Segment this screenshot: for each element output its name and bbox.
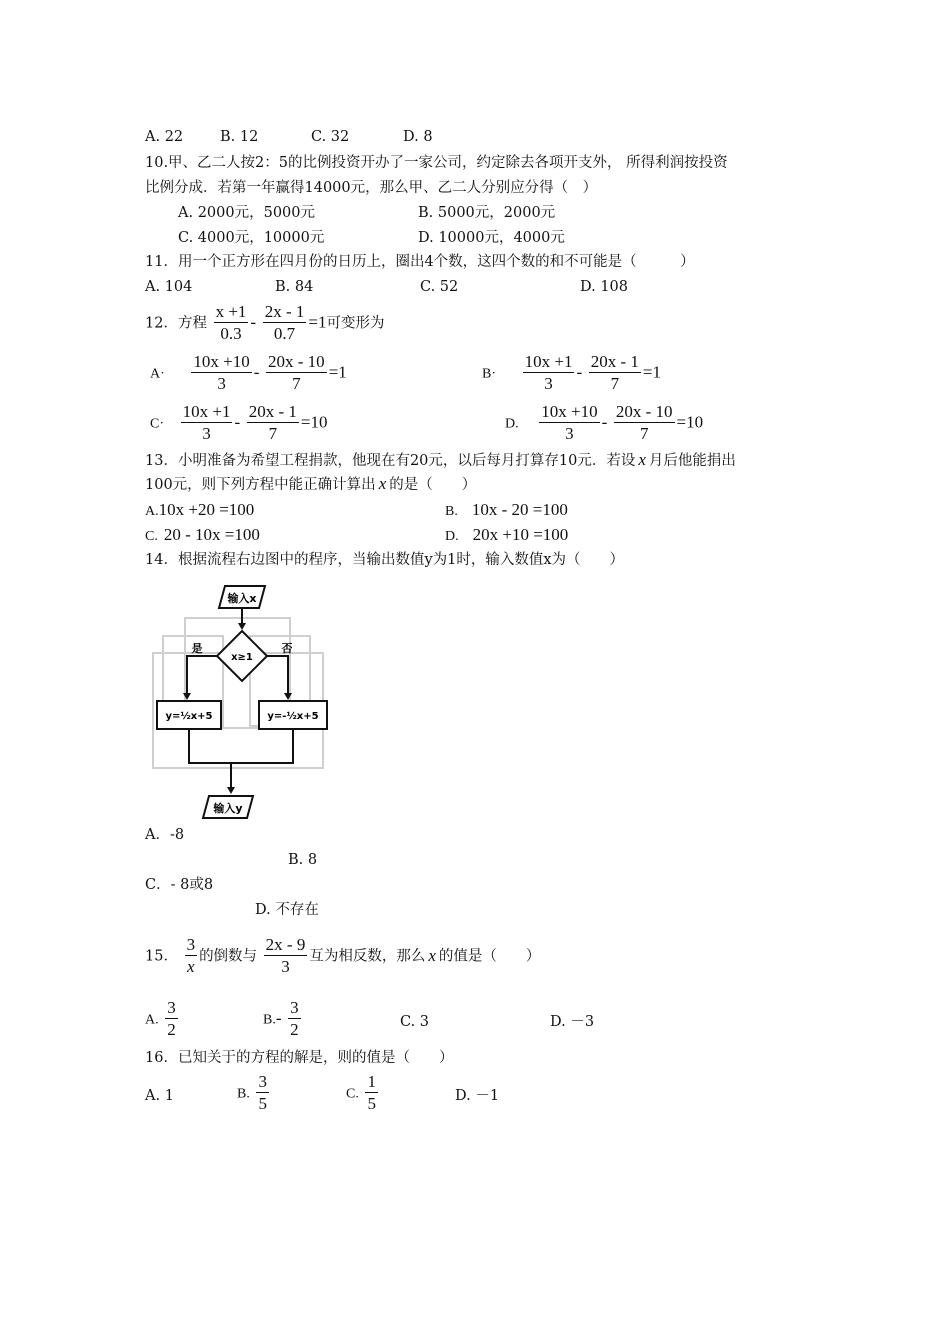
q13-option-b: B. 10x - 20 =100 — [445, 500, 568, 519]
q14-option-c: C．- 8或8 — [145, 877, 214, 893]
q11-text: 11．用一个正方形在四月份的日历上，圈出4个数，这四个数的和不可能是（ ） — [145, 254, 695, 270]
q14-option-d: D. 不存在 — [255, 902, 319, 918]
q10-option-b: B. 5000元，2000元 — [418, 205, 556, 221]
q13-line-2: 100元，则下列方程中能正确计算出 x 的是（ ） — [145, 474, 477, 493]
flow-input-label: 输入x — [227, 592, 257, 605]
flow-output-label: 输入y — [213, 802, 243, 815]
q11-option-a: A. 104 — [145, 279, 193, 295]
q14-flowchart — [145, 578, 330, 823]
q10-line-1: 10.甲、乙二人按2：5的比例投资开办了一家公司，约定除去各项开支外， 所得利润按投资 — [145, 155, 728, 171]
q14-option-b: B. 8 — [288, 852, 318, 868]
q10-option-a: A. 2000元，5000元 — [178, 205, 315, 221]
q10-option-c: C. 4000元，10000元 — [178, 230, 325, 246]
q12-option-b: B· $\frac{10x +1}{3}$ - $\frac{20x - 1}{7}$ =1 — [482, 352, 661, 393]
q12-stem: 12．方程 $\frac{x +1}{0.3}$ - $\frac{2x - 1}{0.7}$ =1可变形为 — [145, 302, 385, 343]
q14-text: 14．根据流程右边图中的程序，当输出数值y为1时，输入数值x为（ ） — [145, 552, 625, 568]
q15-stem: 15． $\frac{3}{x}$ 的倒数与 $\frac{2x - 9}{3}$ 互为相反数，那么 x 的值是（ ） — [145, 935, 541, 976]
q13-option-d: D. 20x +10 =100 — [445, 525, 569, 544]
q15-option-d: D. －3 — [550, 1014, 595, 1030]
q16-option-a: A. 1 — [145, 1088, 174, 1104]
q10-line-2: 比例分成．若第一年赢得14000元，那么甲、乙二人分别应分得（ ） — [145, 180, 598, 196]
q9-option-b: B. 12 — [220, 129, 259, 145]
q12-pre: 方程 — [177, 315, 207, 332]
q14-option-a: A．-8 — [145, 827, 185, 843]
q11-option-b: B. 84 — [275, 279, 314, 295]
flow-no-label: 否 — [281, 642, 293, 655]
q12-number: 12． — [145, 315, 178, 332]
q15-option-b: B.- $\frac{3}{2}$ — [263, 998, 299, 1039]
q13-line-1: 13．小明准备为希望工程捐款，他现在有20元，以后每月打算存10元．若设 x 月后他能捐出 — [145, 450, 736, 469]
q11-option-d: D. 108 — [580, 279, 629, 295]
q16-option-d: D. －1 — [455, 1088, 500, 1104]
q9-option-c: C. 32 — [311, 129, 350, 145]
q16-option-b: B. $\frac{3}{5}$ — [237, 1072, 267, 1113]
q16-option-c: C. $\frac{1}{5}$ — [346, 1072, 376, 1113]
flow-left-box-label: y=½x+5 — [165, 711, 213, 722]
q15-option-a: A. $\frac{3}{2}$ — [145, 998, 176, 1039]
q10-option-d: D. 10000元，4000元 — [418, 230, 565, 246]
q12-option-d: D. $\frac{10x +10}{3}$ - $\frac{20x - 10}{7}$ =10 — [505, 402, 704, 443]
q9-option-a: A. 22 — [145, 129, 184, 145]
q12-option-c: C· $\frac{10x +1}{3}$ - $\frac{20x - 1}{7}$ =10 — [150, 402, 328, 443]
q15-option-c: C. 3 — [400, 1014, 430, 1030]
q11-option-c: C. 52 — [420, 279, 459, 295]
q16-text: 16．已知关于的方程的解是，则的值是（ ） — [145, 1050, 454, 1066]
q12-fraction-1: $\frac{x +1}{0.3}$ — [215, 302, 247, 343]
flow-decision-label: x≥1 — [231, 652, 253, 663]
q15-number: 15． — [145, 948, 178, 965]
q12-option-a: A· $\frac{10x +10}{3}$ - $\frac{20x - 10}{7}$ =1 — [150, 352, 347, 393]
q13-option-c: C. 20 - 10x =100 — [145, 525, 260, 544]
flow-yes-label: 是 — [191, 642, 203, 655]
q13-option-a: A.10x +20 =100 — [145, 500, 255, 519]
q12-fraction-2: $\frac{2x - 1}{0.7}$ — [264, 302, 305, 343]
q12-post: 可变形为 — [326, 315, 385, 332]
q9-option-d: D. 8 — [403, 129, 433, 145]
flow-right-box-label: y=-½x+5 — [267, 711, 319, 722]
